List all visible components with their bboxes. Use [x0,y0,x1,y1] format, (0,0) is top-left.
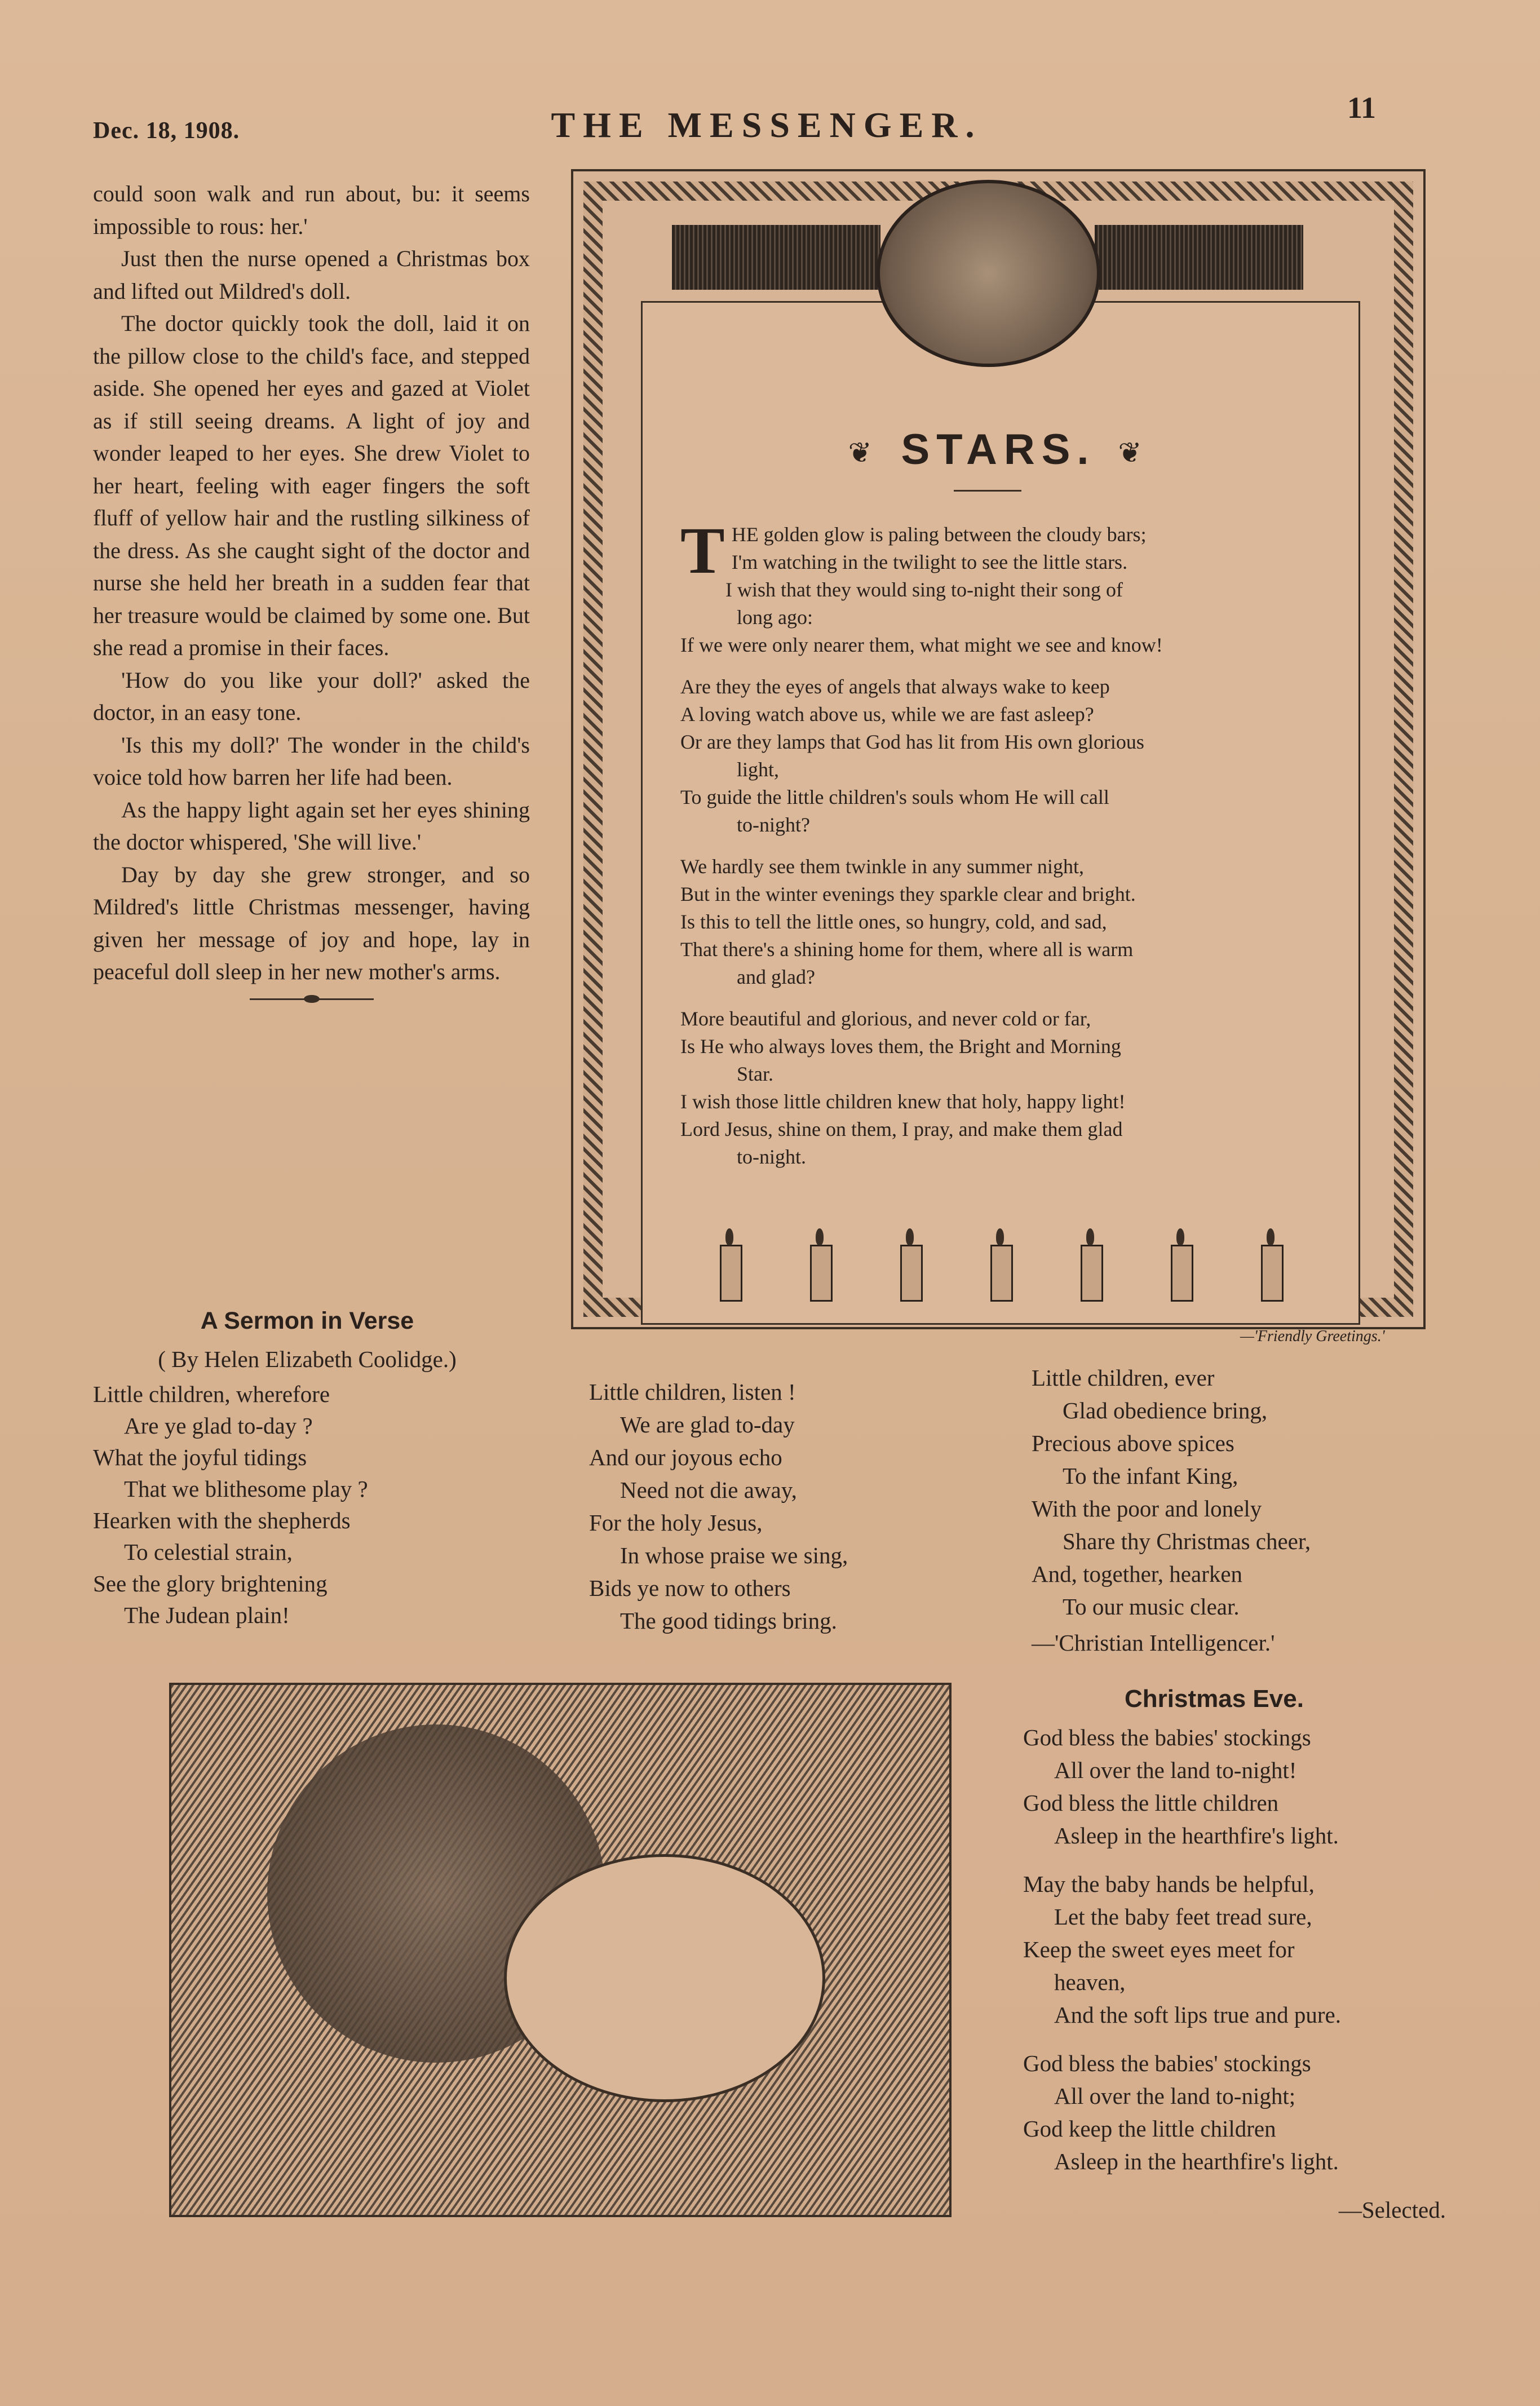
scroll-ornament-icon: ❦ [1118,436,1149,468]
verse-line: Glad obedience bring, [1063,1397,1268,1423]
verse-line: Little children, listen ! [589,1379,796,1405]
verse-line: And the soft lips true and pure. [1054,2002,1341,2028]
poem-line: A loving watch above us, while we are fast asleep? [680,703,1094,726]
flame-icon [1267,1228,1275,1245]
sermon-verse-3 [1032,1361,1460,1623]
candle-icon [810,1245,833,1302]
verse-line: All over the land to-night; [1054,2083,1296,2109]
poem-stanza [680,853,1329,991]
candle-icon [990,1245,1013,1302]
verse-line: To our music clear. [1063,1594,1240,1620]
verse-line: To the infant King, [1063,1463,1238,1489]
verse-line: What the joyful tidings [93,1444,307,1470]
verse-line: God keep the little children [1023,2116,1276,2142]
poem-line: light, [737,758,780,781]
sermon-byline: ( By Helen Elizabeth Coolidge.) [158,1346,457,1372]
story-paragraph: Just then the nurse opened a Christmas box and lifted out Mildred's doll. [93,246,530,304]
verse-line: God bless the babies' stockings [1023,1724,1311,1750]
first-word-rest: HE [731,523,759,546]
christmas-eve-credit: —Selected. [1338,2197,1446,2223]
verse-line: heaven, [1054,1969,1126,1995]
candle-icon [1171,1245,1193,1302]
verse-line: The good tidings bring. [620,1608,837,1634]
child-face [504,1854,825,2102]
candle-icon [900,1245,923,1302]
poem-line: That there's a shining home for them, where all is warm [680,938,1134,961]
stars-poem-body [680,514,1329,1185]
verse-line: See the glory brightening [93,1571,328,1596]
verse-line: With the poor and lonely [1032,1496,1262,1522]
issue-date: Dec. 18, 1908. [93,118,240,144]
candle-icon [1081,1245,1103,1302]
christmas-eve-body [1023,1721,1463,2178]
poem-line: long ago: [737,606,813,629]
verse-line: To celestial strain, [124,1539,293,1565]
poem-line: Lord Jesus, shine on them, I pray, and make them glad [680,1118,1123,1140]
poem-line: I wish that they would sing to-night their song of [725,578,1123,601]
poem-line: Are they the eyes of angels that always wake to keep [680,675,1110,698]
sleeping-child-engraving [169,1683,952,2217]
poem-line: If we were only nearer them, what might we see and know! [680,634,1163,656]
sermon-verse-1 [93,1378,521,1631]
poem-stanza [680,673,1329,839]
story-column [93,178,530,1000]
story-paragraph: As the happy light again set her eyes shining the doctor whispered, 'She will live.' [93,797,530,855]
flame-icon [1086,1228,1094,1245]
story-paragraph: 'Is this my doll?' The wonder in the child's voice told how barren her life had been. [93,732,530,790]
poem-line: To guide the little children's souls whom He will call [680,786,1109,808]
poem-line: Is this to tell the little ones, so hungry, cold, and sad, [680,910,1107,933]
flame-icon [996,1228,1004,1245]
verse-line: God bless the babies' stockings [1023,2050,1311,2076]
verse-line: We are glad to-day [620,1412,795,1438]
title-rule [954,490,1021,492]
poem-line: Or are they lamps that God has lit from His own glorious [680,731,1144,753]
verse-line: Asleep in the hearthfire's light. [1054,1823,1339,1848]
verse-line: In whose praise we sing, [620,1542,848,1568]
candle-icon [1261,1245,1284,1302]
poem-line: I'm watching in the twilight to see the little stars. [731,551,1128,573]
verse-line: Asleep in the hearthfire's light. [1054,2148,1339,2174]
flame-icon [725,1228,733,1245]
story-paragraph: Day by day she grew stronger, and so Mildred's little Christmas messenger, having given her message of joy and hope, lay in peaceful doll sleep in her new mother's arms. [93,861,530,984]
verse-line: Are ye glad to-day ? [124,1413,313,1439]
candle-icon [720,1245,742,1302]
poem-stanza [680,514,1329,659]
christmas-eve-poem [1023,1683,1463,2226]
story-paragraph: 'How do you like your doll?' asked the doctor, in an easy tone. [93,667,530,725]
flame-icon [1176,1228,1184,1245]
verse-line: Let the baby feet tread sure, [1054,1904,1312,1930]
poem-line: Star. [737,1063,774,1085]
flame-icon [906,1228,914,1245]
verse-line: Keep the sweet eyes meet for [1023,1936,1295,1962]
verse-line: Bids ye now to others [589,1575,791,1601]
poem-stanza [1023,1721,1463,1852]
poem-stanza [1023,1868,1463,2031]
verse-line: Precious above spices [1032,1430,1234,1456]
verse-line: Hearken with the shepherds [93,1507,351,1533]
sermon-column-3 [1032,1361,1460,1659]
header-bar-right [1095,225,1303,290]
verse-line: And, together, hearken [1032,1561,1243,1587]
christmas-eve-title: Christmas Eve. [1125,1685,1304,1713]
verse-line: For the holy Jesus, [589,1510,763,1536]
poem-line: to-night. [737,1145,806,1168]
bell-medallion-illustration [877,180,1100,367]
poem-line: I wish those little children knew that holy, happy light! [680,1090,1126,1113]
poem-line: But in the winter evenings they sparkle clear and bright. [680,883,1136,905]
verse-line: Little children, ever [1032,1365,1215,1391]
drop-cap: T [680,514,725,587]
verse-line: Little children, wherefore [93,1381,330,1407]
header-bar-left [672,225,880,290]
verse-line: God bless the little children [1023,1790,1279,1816]
verse-line: The Judean plain! [124,1602,290,1628]
flame-icon [816,1228,824,1245]
poem-line: and glad? [737,966,815,988]
verse-line: May the baby hands be helpful, [1023,1871,1315,1897]
story-paragraph: The doctor quickly took the doll, laid it on the pillow close to the child's face, and stepped aside. She opened her eyes and gazed at Violet as if still seeing dreams. A light of joy and wonder leaped to her eyes. She drew Violet to her heart, feeling with eager fingers the soft fluff of yellow hair and the rustling silkiness of the dress. As she caught sight of the doctor and nurse she held her breath in a sudden fear that her treasure would be claimed by some one. But she read a promise in their faces. [93,311,530,660]
verse-line: Share thy Christmas cheer, [1063,1528,1311,1554]
verse-line: Need not die away, [620,1477,797,1503]
stars-poem-title: ❦ STARS. ❦ [848,426,1149,474]
sermon-column-2 [589,1376,972,1637]
verse-line: All over the land to-night! [1054,1757,1297,1783]
sermon-credit: —'Christian Intelligencer.' [1032,1630,1275,1656]
scroll-ornament-icon: ❦ [848,436,879,468]
candles-illustration [697,1211,1306,1302]
stars-credit: —'Friendly Greetings.' [1240,1328,1385,1345]
story-paragraph: could soon walk and run about, bu: it seems impossible to rous: her.' [93,181,530,239]
poem-line: Is He who always loves them, the Bright and Morning [680,1035,1121,1058]
masthead-title: THE MESSENGER. [551,105,983,145]
poem-line: More beautiful and glorious, and never cold or far, [680,1007,1091,1030]
poem-line: to-night? [737,813,810,836]
sermon-column-1 [93,1305,521,1631]
page-number: 11 [1347,91,1377,125]
poem-line: We hardly see them twinkle in any summer night, [680,855,1084,878]
verse-line: That we blithesome play ? [124,1476,368,1502]
poem-line-text: golden glow is paling between the cloudy bars; [763,523,1147,546]
stars-poem-frame [571,169,1426,1329]
poem-stanza [680,1005,1329,1171]
section-divider [250,998,374,1000]
sermon-title: A Sermon in Verse [200,1307,414,1334]
poem-stanza [1023,2047,1463,2178]
verse-line: And our joyous echo [589,1444,782,1470]
